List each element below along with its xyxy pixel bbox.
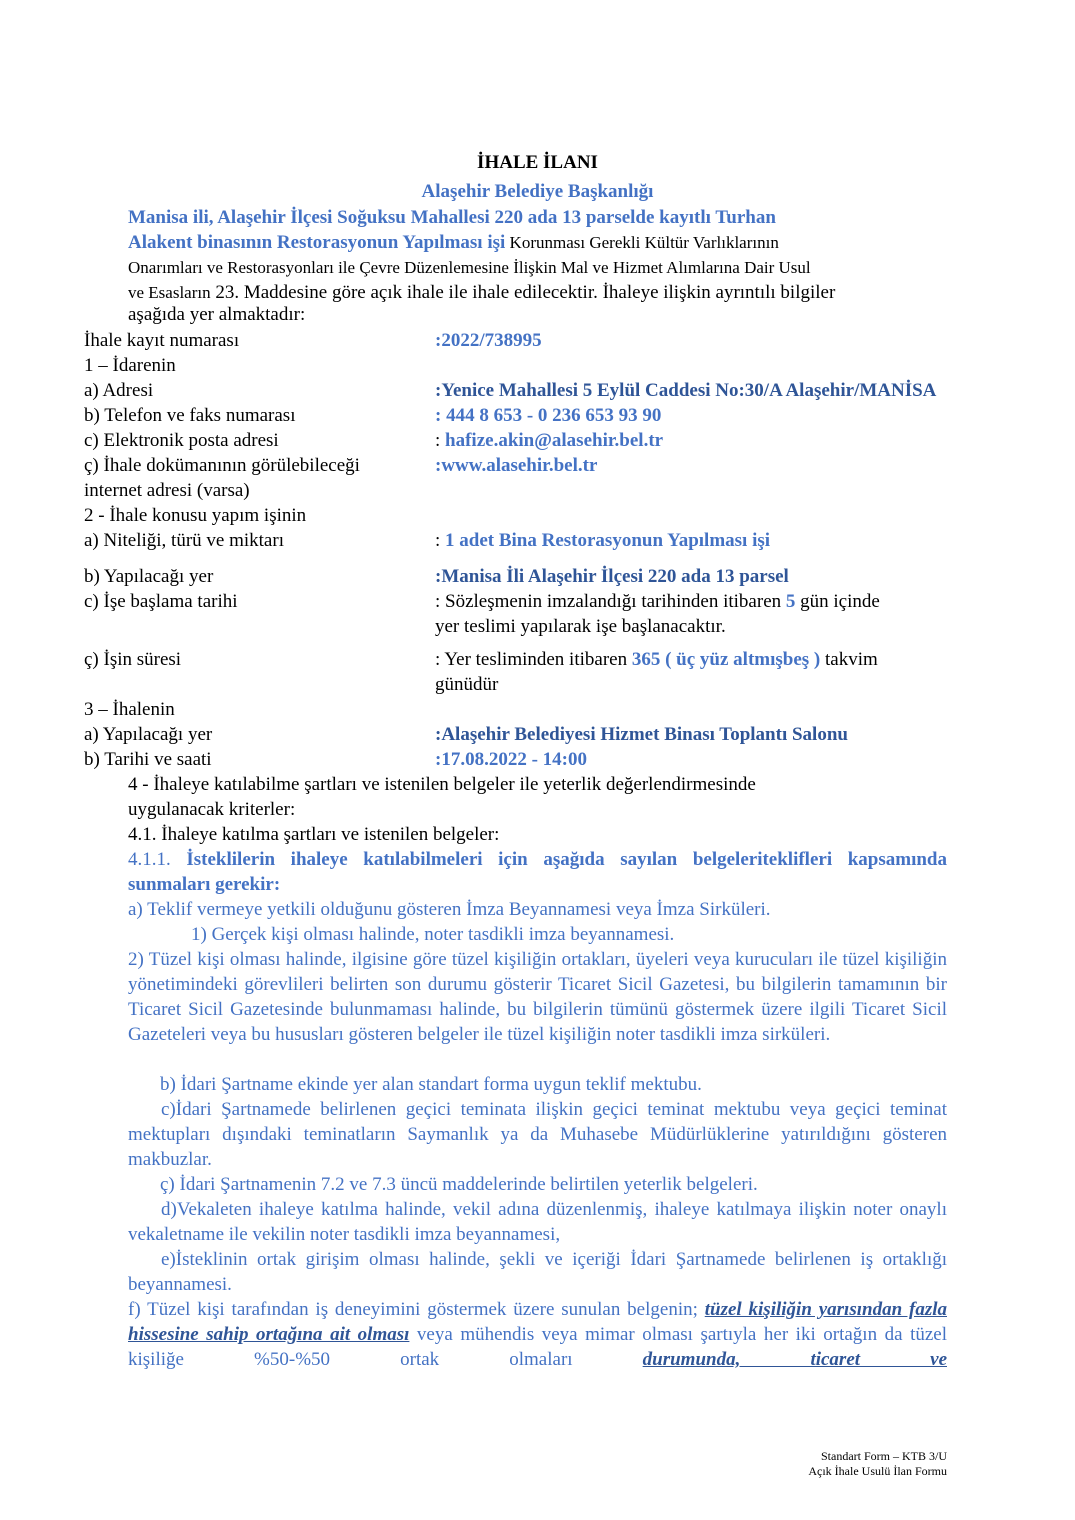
phone-value: : 444 8 653 - 0 236 653 93 90 <box>435 405 662 426</box>
subject-line-2 <box>128 230 779 255</box>
item-f-pre: f) Tüzel kişi tarafından iş deneyimini göstermek üzere sunulan belgenin; <box>128 1299 705 1320</box>
item-d: d)Vekaleten ihaleye katılma halinde, vekil adına düzenlenmiş, ihaleye katılmaya ilişkin noter onaylı vekaletname ile vekilin noter tasdikli imza beyannamesi, <box>128 1199 947 1245</box>
subject-line-1: Manisa ili, Alaşehir İlçesi Soğuksu Mahallesi 220 ada 13 parselde kayıtlı Turhan <box>128 207 776 228</box>
email-value: hafize.akin@alasehir.bel.tr <box>445 430 664 451</box>
section-4-title-line-1: 4 - İhaleye katılabilme şartları ve istenilen belgeler ile yeterlik değerlendirmesinde <box>128 774 756 795</box>
intro-line-5: aşağıda yer almaktadır: <box>128 304 306 325</box>
tender-place-value: :Alaşehir Belediyesi Hizmet Binası Toplantı Salonu <box>435 724 848 745</box>
paragraph-4-1-1-text: İsteklilerin ihaleye katılabilmeleri için aşağıda sayılan belgeleriteklifleri kapsamında sunmaları gerekir: <box>128 849 947 895</box>
item-c: c)İdari Şartnamede belirlenen geçici teminata ilişkin geçici teminat mektubu veya geçici teminat mektupları dışındaki teminatların Saymanlık ya da Muhasebe Müdürlüklerine yatırıldığını gösteren makbuzlar. <box>128 1099 947 1170</box>
paragraph-4-1-1 <box>128 847 947 897</box>
start-pre: : Sözleşmenin imzalandığı tarihinden itibaren <box>435 591 786 612</box>
nature-row <box>435 528 770 553</box>
section-4-title-line-2: uygulanacak kriterler: <box>128 799 296 820</box>
intro-small: ve Esasların <box>128 283 211 302</box>
authority-name: Alaşehir Belediye Başkanlığı <box>421 181 654 202</box>
start-value-line-1 <box>435 589 880 614</box>
footer-form-code: Standart Form – KTB 3/U <box>821 1449 947 1463</box>
item-a-2: 2) Tüzel kişi olması halinde, ilgisine göre tüzel kişiliğin ortakları, üyeleri veya kurucuları ile tüzel kişiliğin yönetimindeki görevlileri belirten son durumu gösterir Ticaret Sicil Gazetesi, bu bilgilerin tamamının bir Ticaret Sicil Gazetesinde bulunmaması halinde, bu bilgilerin tümünü göstermek üzere ilgili Ticaret Sicil Gazeteleri veya bu hususları gösteren belgeler ile tüzel kişiliğin noter tasdikli imza sirküleri. <box>128 949 947 1045</box>
duration-value-line-2: günüdür <box>435 674 499 695</box>
paragraph-4-1-1-number: 4.1.1. <box>128 849 187 870</box>
tender-date-value: :17.08.2022 - 14:00 <box>435 749 587 770</box>
duration-days: 365 ( üç yüz altmışbeş ) <box>631 649 821 670</box>
registry-label: İhale kayıt numarası <box>84 330 240 351</box>
item-f <box>128 1297 947 1372</box>
web-label-line-2: internet adresi (varsa) <box>84 480 250 501</box>
duration-value-line-1 <box>435 647 878 672</box>
email-row <box>435 428 663 453</box>
footer-form-name: Açık İhale Usulü İlan Formu <box>808 1464 947 1478</box>
email-colon: : <box>435 430 446 451</box>
work-place-label: b) Yapılacağı yer <box>84 566 214 587</box>
intro-rest: 23. Maddesine göre açık ihale ile ihale edilecektir. İhaleye ilişkin ayrıntılı bilgiler <box>210 282 836 303</box>
start-days: 5 <box>785 591 796 612</box>
section-2-title: 2 - İhale konusu yapım işinin <box>84 505 307 526</box>
intro-line-3: Onarımları ve Restorasyonları ile Çevre Düzenlemesine İlişkin Mal ve Hizmet Alımlarına Dair Usul <box>128 258 811 277</box>
tender-place-label: a) Yapılacağı yer <box>84 724 213 745</box>
item-cc: ç) İdari Şartnamenin 7.2 ve 7.3 üncü maddelerinde belirtilen yeterlik belgeleri. <box>160 1174 758 1195</box>
nature-colon: : <box>435 530 446 551</box>
item-a-1: 1) Gerçek kişi olması halinde, noter tasdikli imza beyannamesi. <box>191 924 675 945</box>
duration-pre: : Yer tesliminden itibaren <box>435 649 632 670</box>
section-4-1-title: 4.1. İhaleye katılma şartları ve istenilen belgeler: <box>128 824 500 845</box>
item-f-emphasis-2: durumunda, ticaret ve <box>642 1349 947 1370</box>
subject-bold: Alakent binasının Restorasyonun Yapılması işi <box>128 232 506 253</box>
item-a: a) Teklif vermeye yetkili olduğunu gösteren İmza Beyannamesi veya İmza Sirküleri. <box>128 899 771 920</box>
start-value-line-2: yer teslimi yapılarak işe başlanacaktır. <box>435 616 726 637</box>
start-post: gün içinde <box>795 591 880 612</box>
phone-label: b) Telefon ve faks numarası <box>84 405 296 426</box>
web-value: :www.alasehir.bel.tr <box>435 455 598 476</box>
item-f-emphasis-1: tüzel kişiliğin yarısından fazla hissesine sahip ortağına ait olması <box>128 1299 947 1345</box>
tender-date-label: b) Tarihi ve saati <box>84 749 212 770</box>
section-1-title: 1 – İdarenin <box>84 355 176 376</box>
notice-title: İHALE İLANI <box>477 152 598 173</box>
email-label: c) Elektronik posta adresi <box>84 430 279 451</box>
work-place-value: :Manisa İli Alaşehir İlçesi 220 ada 13 parsel <box>435 566 789 587</box>
start-label: c) İşe başlama tarihi <box>84 591 238 612</box>
item-b: b) İdari Şartname ekinde yer alan standart forma uygun teklif mektubu. <box>160 1074 702 1095</box>
nature-label: a) Niteliği, türü ve miktarı <box>84 530 284 551</box>
duration-label: ç) İşin süresi <box>84 649 182 670</box>
item-e: e)İsteklinin ortak girişim olması halinde, şekli ve içeriği İdari Şartnamede belirlenen iş ortaklığı beyannamesi. <box>128 1249 947 1295</box>
address-label: a) Adresi <box>84 380 154 401</box>
duration-post: takvim <box>820 649 878 670</box>
address-value: :Yenice Mahallesi 5 Eylül Caddesi No:30/A Alaşehir/MANİSA <box>435 380 937 401</box>
nature-value: 1 adet Bina Restorasyonun Yapılması işi <box>445 530 771 551</box>
registry-value: :2022/738995 <box>435 330 542 351</box>
item-f-mid: veya mühendis veya mimar olması şartıyla her iki ortağın da tüzel kişiliğe %50-%50 ortak olmaları <box>128 1324 947 1370</box>
subject-rest: Korunması Gerekli Kültür Varlıklarının <box>505 233 779 252</box>
web-label-line-1: ç) İhale dokümanının görülebileceği <box>84 455 360 476</box>
section-3-title: 3 – İhalenin <box>84 699 175 720</box>
